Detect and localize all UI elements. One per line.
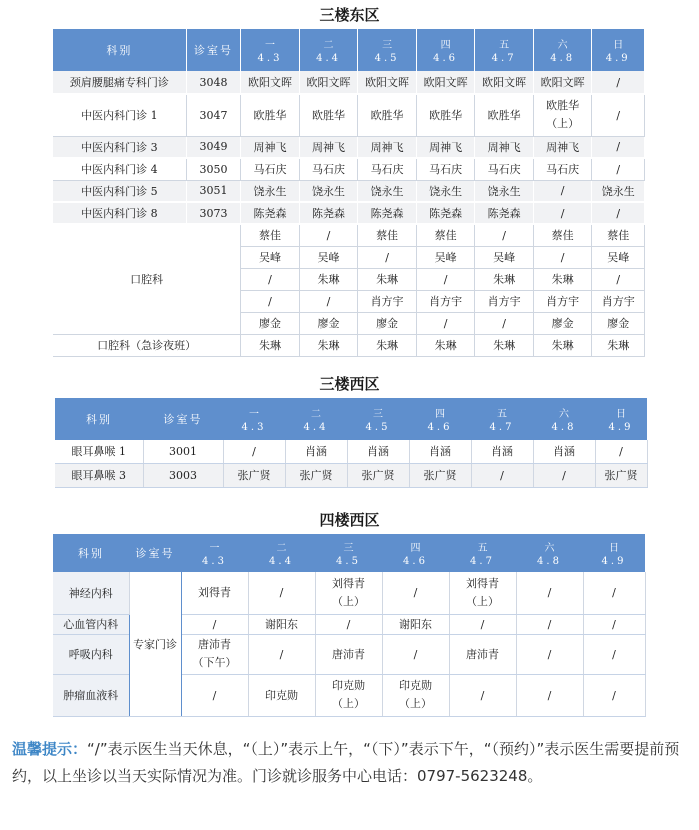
schedule-cell: 肖方宇: [475, 290, 534, 312]
west4-schedule-table: [53, 534, 646, 717]
schedule-cell: 张广贤: [409, 463, 471, 487]
schedule-cell: 张广贤: [347, 463, 409, 487]
schedule-cell: /: [595, 440, 647, 463]
schedule-cell: 周神飞: [358, 136, 417, 158]
schedule-cell: 印克勋 （上）: [382, 674, 449, 716]
schedule-cell: 周神飞: [299, 136, 358, 158]
schedule-cell: 廖金: [533, 312, 592, 334]
dept-cell: 神经内科: [53, 572, 129, 614]
west3-schedule-table: [55, 398, 648, 488]
schedule-cell: 欧阳文晖: [299, 71, 358, 94]
header-day-3: 三 4.5: [347, 398, 409, 440]
schedule-cell: 饶永生: [358, 180, 417, 202]
header-day-5: 五 4.7: [449, 534, 516, 572]
schedule-cell: 马石庆: [475, 158, 534, 180]
dept-cell: 中医内科门诊 4: [53, 158, 186, 180]
dept-cell: 眼耳鼻喉 3: [55, 463, 143, 487]
schedule-cell: /: [449, 674, 516, 716]
schedule-cell: 欧胜华: [358, 94, 417, 136]
table-row: [53, 180, 645, 202]
room-cell: 3048: [186, 71, 241, 94]
header-day-6: 六 4.8: [516, 534, 583, 572]
header-room: 诊室号: [129, 534, 181, 572]
header-day-2: 二 4.4: [285, 398, 347, 440]
schedule-cell: 陈尧森: [241, 202, 300, 224]
schedule-cell: 马石庆: [358, 158, 417, 180]
section-title-3f-west: 三楼西区: [319, 375, 380, 393]
schedule-cell: /: [248, 572, 315, 614]
dept-cell: 呼吸内科: [53, 634, 129, 674]
schedule-cell: /: [299, 224, 358, 246]
schedule-cell: 饶永生: [416, 180, 475, 202]
schedule-cell: 欧胜华 （上）: [533, 94, 592, 136]
schedule-cell: 周神飞: [416, 136, 475, 158]
schedule-cell: 马石庆: [533, 158, 592, 180]
schedule-cell: 蔡佳: [592, 224, 645, 246]
header-room: 诊室号: [186, 29, 241, 71]
schedule-cell: 陈尧森: [416, 202, 475, 224]
schedule-cell: 蔡佳: [533, 224, 592, 246]
schedule-cell: /: [592, 71, 645, 94]
room-cell: 3047: [186, 94, 241, 136]
header-day-1: 一 4.3: [223, 398, 285, 440]
schedule-cell: 蔡佳: [358, 224, 417, 246]
schedule-cell: 肖涵: [471, 440, 533, 463]
schedule-cell: /: [592, 94, 645, 136]
schedule-cell: 朱琳: [299, 334, 358, 356]
schedule-cell: 周神飞: [241, 136, 300, 158]
schedule-cell: 肖涵: [409, 440, 471, 463]
schedule-cell: /: [583, 674, 645, 716]
schedule-cell: 吴峰: [299, 246, 358, 268]
schedule-cell: 朱琳: [533, 334, 592, 356]
schedule-cell: 欧阳文晖: [241, 71, 300, 94]
schedule-cell: 廖金: [592, 312, 645, 334]
schedule-cell: 廖金: [358, 312, 417, 334]
schedule-cell: 肖涵: [285, 440, 347, 463]
schedule-cell: 刘得青: [181, 572, 248, 614]
schedule-cell: 蔡佳: [241, 224, 300, 246]
header-day-4: 四 4.6: [409, 398, 471, 440]
header-day-1: 一 4.3: [241, 29, 300, 71]
schedule-cell: 谢阳东: [248, 614, 315, 634]
table-row: [53, 94, 645, 136]
header-day-6: 六 4.8: [533, 29, 592, 71]
room-cell: 3073: [186, 202, 241, 224]
schedule-cell: /: [358, 246, 417, 268]
schedule-cell: 朱琳: [241, 334, 300, 356]
section-title-east: 三楼东区: [319, 6, 380, 24]
header-day-5: 五 4.7: [471, 398, 533, 440]
section-title-4f-west: 四楼西区: [319, 511, 380, 529]
schedule-cell: 肖涵: [347, 440, 409, 463]
schedule-cell: 吴峰: [592, 246, 645, 268]
oral-dept-cell: 口腔科: [53, 224, 241, 334]
schedule-cell: 欧阳文晖: [416, 71, 475, 94]
schedule-cell: 陈尧森: [475, 202, 534, 224]
schedule-cell: 唐沛青: [449, 634, 516, 674]
table-row: [55, 440, 647, 463]
schedule-cell: 廖金: [299, 312, 358, 334]
schedule-cell: 欧胜华: [416, 94, 475, 136]
header-day-2: 二 4.4: [248, 534, 315, 572]
schedule-cell: 饶永生: [592, 180, 645, 202]
room-cell: 3049: [186, 136, 241, 158]
schedule-cell: 欧阳文晖: [475, 71, 534, 94]
schedule-cell: 张广贤: [595, 463, 647, 487]
schedule-cell: 廖金: [241, 312, 300, 334]
header-day-1: 一 4.3: [181, 534, 248, 572]
schedule-cell: /: [241, 290, 300, 312]
schedule-cell: 张广贤: [223, 463, 285, 487]
table-header-row: [53, 534, 645, 572]
schedule-cell: /: [475, 312, 534, 334]
schedule-cell: 吴峰: [241, 246, 300, 268]
schedule-cell: /: [583, 614, 645, 634]
schedule-cell: /: [516, 634, 583, 674]
table-row: [53, 572, 645, 614]
schedule-cell: 肖方宇: [416, 290, 475, 312]
table-header-row: [53, 29, 645, 71]
schedule-cell: 朱琳: [299, 268, 358, 290]
table-row: [53, 71, 645, 94]
header-day-3: 三 4.5: [315, 534, 382, 572]
schedule-cell: /: [181, 674, 248, 716]
dept-cell: 中医内科门诊 3: [53, 136, 186, 158]
schedule-cell: 饶永生: [475, 180, 534, 202]
reminder-text: “/”表示医生当天休息，“（上）”表示上午，“（下）”表示下午，“（预约）”表示医生需要提前预约，以上坐诊以当天实际情况为准。门诊就诊服务中心电话：0797-5623248。: [12, 740, 680, 785]
schedule-cell: 朱琳: [592, 334, 645, 356]
clinic-cell: 专家门诊: [129, 572, 181, 716]
schedule-cell: /: [315, 614, 382, 634]
schedule-cell: /: [382, 634, 449, 674]
room-cell: 3003: [143, 463, 223, 487]
reminder-lead: 温馨提示：: [12, 740, 88, 758]
dept-cell: 眼耳鼻喉 1: [55, 440, 143, 463]
schedule-cell: /: [592, 268, 645, 290]
header-day-7: 日 4.9: [595, 398, 647, 440]
schedule-cell: 朱琳: [475, 268, 534, 290]
schedule-cell: /: [181, 614, 248, 634]
schedule-cell: 朱琳: [358, 334, 417, 356]
header-dept: 科别: [53, 29, 186, 71]
header-day-6: 六 4.8: [533, 398, 595, 440]
schedule-cell: 肖方宇: [592, 290, 645, 312]
schedule-cell: /: [223, 440, 285, 463]
schedule-cell: 陈尧森: [358, 202, 417, 224]
schedule-cell: 周神飞: [533, 136, 592, 158]
header-day-2: 二 4.4: [299, 29, 358, 71]
schedule-cell: 饶永生: [241, 180, 300, 202]
header-day-4: 四 4.6: [416, 29, 475, 71]
schedule-cell: /: [516, 572, 583, 614]
schedule-cell: 欧胜华: [299, 94, 358, 136]
dept-cell: 心血管内科: [53, 614, 129, 634]
table-row: [55, 463, 647, 487]
schedule-cell: /: [583, 634, 645, 674]
schedule-cell: 欧阳文晖: [533, 71, 592, 94]
oral-row: [53, 224, 645, 246]
header-day-3: 三 4.5: [358, 29, 417, 71]
header-dept: 科别: [53, 534, 129, 572]
schedule-cell: 刘得青 （上）: [315, 572, 382, 614]
reminder-note: [12, 736, 692, 790]
schedule-cell: /: [475, 224, 534, 246]
schedule-cell: 马石庆: [299, 158, 358, 180]
schedule-cell: 肖方宇: [358, 290, 417, 312]
schedule-cell: 刘得青 （上）: [449, 572, 516, 614]
header-day-7: 日 4.9: [583, 534, 645, 572]
schedule-cell: /: [516, 674, 583, 716]
schedule-cell: 印克勋 （上）: [315, 674, 382, 716]
schedule-cell: 朱琳: [358, 268, 417, 290]
schedule-cell: 马石庆: [416, 158, 475, 180]
dept-cell: 中医内科门诊 8: [53, 202, 186, 224]
schedule-cell: 肖方宇: [533, 290, 592, 312]
schedule-cell: 吴峰: [475, 246, 534, 268]
header-dept: 科别: [55, 398, 143, 440]
schedule-cell: 欧阳文晖: [358, 71, 417, 94]
schedule-cell: /: [416, 268, 475, 290]
schedule-cell: 陈尧森: [299, 202, 358, 224]
east-schedule-table: [53, 29, 645, 357]
schedule-cell: /: [241, 268, 300, 290]
table-row: [53, 202, 645, 224]
schedule-cell: /: [592, 136, 645, 158]
schedule-cell: 印克勋: [248, 674, 315, 716]
schedule-cell: 欧胜华: [475, 94, 534, 136]
schedule-cell: /: [533, 463, 595, 487]
schedule-cell: 吴峰: [416, 246, 475, 268]
header-room: 诊室号: [143, 398, 223, 440]
room-cell: 3050: [186, 158, 241, 180]
schedule-cell: 朱琳: [416, 334, 475, 356]
schedule-cell: 张广贤: [285, 463, 347, 487]
schedule-cell: /: [471, 463, 533, 487]
table-row: [53, 158, 645, 180]
schedule-cell: 唐沛青: [315, 634, 382, 674]
schedule-cell: /: [382, 572, 449, 614]
schedule-cell: /: [533, 180, 592, 202]
schedule-cell: /: [592, 158, 645, 180]
schedule-cell: 饶永生: [299, 180, 358, 202]
schedule-cell: 马石庆: [241, 158, 300, 180]
schedule-cell: 周神飞: [475, 136, 534, 158]
schedule-cell: 欧胜华: [241, 94, 300, 136]
schedule-cell: /: [516, 614, 583, 634]
schedule-cell: 朱琳: [533, 268, 592, 290]
schedule-cell: /: [299, 290, 358, 312]
schedule-cell: /: [583, 572, 645, 614]
header-day-7: 日 4.9: [592, 29, 645, 71]
table-header-row: [55, 398, 647, 440]
schedule-cell: /: [416, 312, 475, 334]
dept-cell: 颈肩腰腿痛专科门诊: [53, 71, 186, 94]
dept-cell: 肿瘤血液科: [53, 674, 129, 716]
schedule-cell: /: [592, 202, 645, 224]
dept-cell: 中医内科门诊 1: [53, 94, 186, 136]
schedule-cell: 谢阳东: [382, 614, 449, 634]
room-cell: 3001: [143, 440, 223, 463]
header-day-5: 五 4.7: [475, 29, 534, 71]
room-cell: 3051: [186, 180, 241, 202]
schedule-cell: 唐沛青 （下午）: [181, 634, 248, 674]
table-row: [53, 136, 645, 158]
schedule-cell: /: [533, 202, 592, 224]
schedule-cell: /: [533, 246, 592, 268]
dept-cell: 中医内科门诊 5: [53, 180, 186, 202]
schedule-cell: 肖涵: [533, 440, 595, 463]
schedule-cell: /: [449, 614, 516, 634]
oral-night-dept-cell: 口腔科（急诊夜班）: [53, 334, 241, 356]
schedule-cell: 蔡佳: [416, 224, 475, 246]
schedule-cell: 朱琳: [475, 334, 534, 356]
oral-night-row: [53, 334, 645, 356]
schedule-cell: /: [248, 634, 315, 674]
header-day-4: 四 4.6: [382, 534, 449, 572]
